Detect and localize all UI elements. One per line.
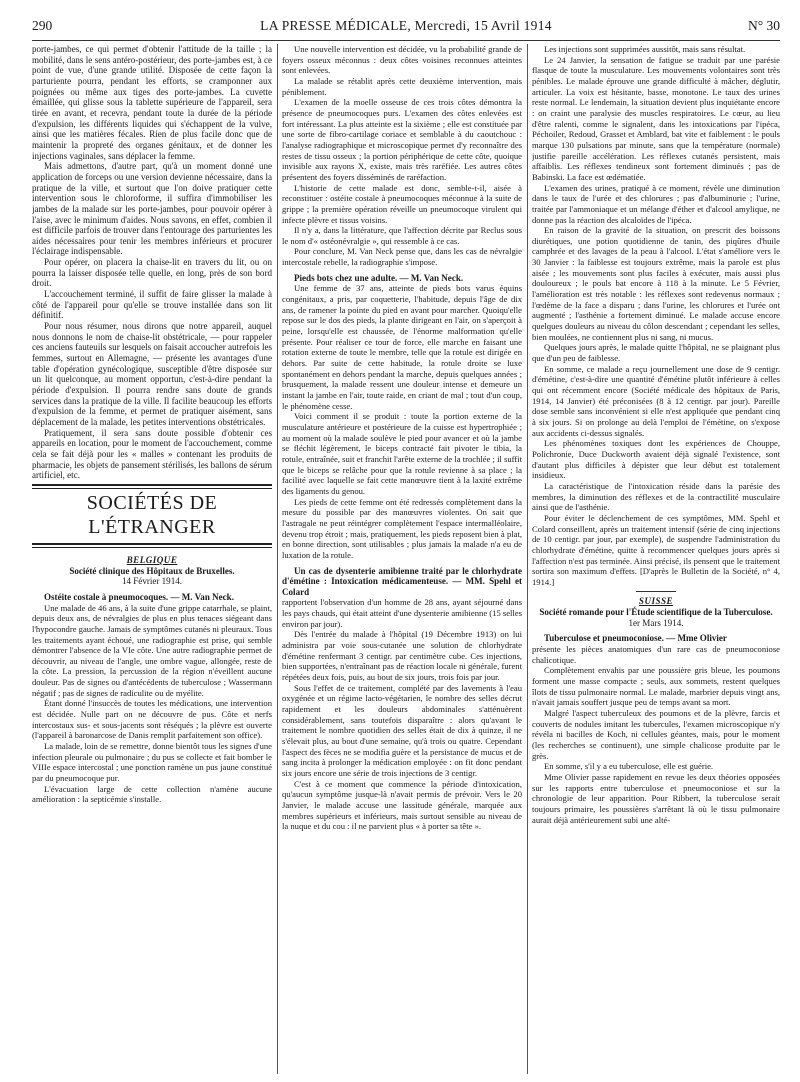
paragraph: Une malade de 46 ans, à la suite d'une grippe catarrhale, se plaint, depuis deux ans, de névralgies de plus en plus tenaces siégeant dans l'hypocondre gauche. Jamais de symptômes cutanés ni pleuraux. Tous les traitements ayant échoué, une radiographie est prise, qui semble démontrer l'absence de la VIe côte. Une autre radiographie permet de découvrir, au niveau de l'angle, une ombre vague, allongée, reste de la côte. La pression, la percussion de la région n'éveillent aucune douleur. Pas de signes ou d'antécédents de tuberculose ; Wassermann négatif ; pas de signes de radiculite ou de myélite.	[32, 602, 272, 698]
paragraph: Sous l'effet de ce traitement, complété par des lavements à l'eau oxygénée et un régime lacto-végétarien, le nombre des selles décrut rapidement et les douleurs abdominales s'atténuèrent considérablement, sans toutefois disparaître : alors qu'avant le traitement le nombre quotidien des selles était de dix à quinze, il ne s'élevait plus, au bout d'une semaine, qu'à trois ou quatre. Cependant l'aspect des fèces ne se modifia guère et la persistance de mucus et de sang incita à prolonger la médication employée : on fit donc pendant six jours encore une série de trois injections de 3 centigr.	[282, 682, 522, 778]
article-title: Ostéite costale à pneumocoques. — M. Van Neck.	[44, 591, 234, 602]
journal-title: LA PRESSE MÉDICALE, Mercredi, 15 Avril 1914	[260, 18, 552, 33]
paragraph: Une nouvelle intervention est décidée, vu la probabilité grande de foyers osseux méconnus : deux côtes voisines reconnues atteintes sont enlevées.	[282, 44, 522, 76]
section-rule	[32, 484, 272, 489]
paragraph: Pour nous résumer, nous dirons que notre appareil, auquel nous donnons le nom de chaise-lit obstétricale, — pour rappeler ces anciens fauteuils sur lesquels on faisait accoucher autrefois les femmes, surtout en Allemagne, — présente les avantages d'une table d'opération gynécologique, susceptible d'être disposée sur un lit quelconque, au moment opportun, c'est-à-dire pendant la période d'expulsion. Il pourra rendre sans doute de grands services dans la pratique de la ville. Il facilite beaucoup les efforts d'expulsion de la femme, et permet de pratiquer aisément, sans déplacement de la malade, les petites interventions obstétricales.	[32, 321, 272, 427]
article-title: Un cas de dysenterie amibienne traité par le chlorhydrate d'émétine : Intoxication médicamenteuse. — MM. Spehl et Colard	[282, 565, 522, 597]
article-title: Tuberculose et pneumoconiose. — Mme Olivier	[544, 633, 727, 644]
paragraph: Étant donné l'insuccès de toutes les médications, une intervention est décidée. Nulle part on ne découvre de pus. Côte et nerfs intercostaux sus- et sous-jacents sont réséqués ; la plèvre est ouverte (l'appareil à baronarcose de Danis remplit parfaitement son office).	[32, 698, 272, 741]
column-divider-1	[277, 44, 278, 1074]
paragraph: Les injections sont supprimées aussitôt, mais sans résultat.	[544, 44, 746, 54]
paragraph: Quelques jours après, le malade quitte l'hôpital, ne se plaignant plus que d'un peu de faiblesse.	[532, 342, 780, 364]
paragraph: Pour conclure, M. Van Neck pense que, dans les cas de névralgie intercostale rebelle, la radiographie s'impose.	[282, 246, 522, 268]
article-title: Pieds bots chez une adulte. — M. Van Neck.	[294, 272, 464, 283]
paragraph: Les pieds de cette femme ont été redressés complètement dans la mesure du possible par des manœuvres violentes. On sait que l'astragale ne peut réintégrer complètement l'espace intermalléolaire, devenu trop étroit ; mais, pratiquement, les pieds reposent bien à plat, en bonne direction, sont utilisables ; plus jamais la malade n'a eu de luxation de la rotule.	[282, 496, 522, 560]
issue-number: N° 30	[747, 18, 780, 33]
paragraph: Voici comment il se produit : toute la portion externe de la musculature antérieure et postérieure de la cuisse est hypertrophiée ; au moment où la malade soulève le pied pour avancer et où la jambe se fléchit légèrement, le biceps contracté fait pivoter le tibia, la rotule, entraînée, suit et franchit l'arête externe de la trochlée ; il suffit que le biceps se relâche pour que la rotule revienne à sa place ; la facilité avec laquelle se fait cette manœuvre tient à la laxité extrême des ligaments du genou.	[282, 411, 522, 496]
paragraph: L'historie de cette malade est donc, semble-t-il, aisée à reconstituer : ostéite costale à pneumocoques méconnue à la suite de grippe ; la première opération réveille un pneumocoque virulent qui infecte plèvre et tissus voisins.	[282, 182, 522, 225]
paragraph: En somme, s'il y a eu tuberculose, elle est guérie.	[544, 761, 714, 772]
paragraph: L'évacuation large de cette collection n'amène aucune amélioration : la septicémie s'installe.	[32, 783, 272, 805]
page-number: 290	[32, 18, 53, 33]
paragraph: Il n'y a, dans la littérature, que l'affection décrite par Reclus sous le nom d'« ostéonévralgie », qui ressemble à ce cas.	[282, 225, 522, 246]
column-3	[532, 44, 780, 1074]
column-divider-2	[527, 44, 528, 1074]
paragraph: La malade, loin de se remettre, donne bientôt tous les signes d'une infection pleurale ou pulmonaire ; du pus se collecte et fait bomber le VIIIe espace intercostal ; une ponction ramène un pus jaune constitué par du pneumocoque pur.	[32, 741, 272, 784]
paragraph: présente les pièces anatomiques d'un rare cas de pneumoconiose chalicotique.	[532, 644, 780, 665]
paragraph: L'examen des urines, pratiqué à ce moment, révèle une diminution dans le taux de l'urée et des chlorures ; pas d'albuminurie ; l'urine, traitée par l'ammoniaque et un mélange d'éther et d'alcool amylique, ne donne pas la réaction des alcaloïdes de l'ipéca.	[532, 182, 780, 225]
separator-rule	[636, 591, 676, 592]
page-header	[32, 18, 780, 38]
paragraph: Mais admettons, d'autre part, qu'à un moment donné une application de forceps ou une version devienne nécessaire, dans la pratique de la ville, et surtout que l'on doive pratiquer cette intervention sous le chloroforme, il suffira d'immobiliser les jambes de la malade sur les porte-jambes, pour pouvoir opérer à l'aise, avec le minimum d'aides. Nous savons, en effet, combien il est difficile parfois de trouver dans l'entourage des parturientes les aides nécessaires pour tenir les membres inférieurs et procurer l'éclairage indispensable.	[32, 161, 272, 257]
header-rule	[32, 40, 780, 41]
paragraph: Mme Olivier passe rapidement en revue les deux théories opposées sur les rapports entre tuberculose et pneumoconiose et sur la chronologie de leur apparition. Pour Ribbert, la tuberculose serait toujours primaire, les poussières s'arrêtant là où le tissu pulmonaire aurait déjà antérieurement subi une alté-	[532, 771, 780, 825]
column-2	[282, 44, 522, 1074]
column-1	[32, 44, 272, 1074]
paragraph: Malgré l'aspect tuberculeux des poumons et de la plèvre, farcis et couverts de nodules imitant les tubercules, l'examen microscopique n'y révéla ni bacilles de Koch, ni cellules géantes, mais, pour le moment (les recherches se continuent), une simple chalicose produite par le grès.	[532, 708, 780, 761]
paragraph: Pour éviter le déclenchement de ces symptômes, MM. Spehl et Colard conseillent, après un traitement intensif (série de cinq injections de 10 centigr. par jour, par exemple), de suspendre l'administration du chlorhydrate d'émétine, quitte à recommencer quelques jours après si l'affection n'est pas terminée. Ainsi précisé, ils pensent que le traitement sortira son maximum d'effets. [D'après le Bulletin de la Société, n° 4, 1914.]	[532, 512, 780, 587]
paragraph: rapportent l'observation d'un homme de 28 ans, ayant séjourné dans les pays chauds, qui était atteint d'une dysenterie amibienne (15 selles environ par jour).	[282, 597, 522, 629]
paragraph: Le 24 Janvier, la sensation de fatigue se traduit par une parésie flasque de toute la musculature. Les mouvements volontaires sont très pénibles. Le malade éprouve une grande difficulté à mâcher, déglutir, articuler. La voix est hésitante, basse, monotone. Le taux des urines reste normal. Le lendemain, la situation devient plus inquiétante encore : on craint une paralysie des muscles respiratoires. Le cœur, au lieu d'être ralenti, comme le signalent, dans les intoxications par l'ipéca, Péchoiler, Redoud, Grasset et Amblard, bat vite et faiblement : le pouls marque 130 pulsations par minute, sans que la température (normale) justifie pareille accélération. Les réflexes cutanés persistent, mais affaiblis. Les réflexes tendineux sont fortement diminués ; pas de Babinski. La face est œdématiée.	[532, 54, 780, 182]
paragraph: C'est à ce moment que commence la période d'intoxication, qu'aucun symptôme jusque-là n'avait permis de prévoir. Vers le 20 Janvier, le malade accuse une lassitude générale, marquée aux membres supérieurs et inférieurs, mais surtout sensible au niveau de la nuque et du cou : il ne parvient plus « à porter sa tête ».	[282, 778, 522, 832]
paragraph: En raison de la gravité de la situation, on prescrit des boissons diurétiques, une potion quotidienne de tanin, des piqûres d'huile camphrée et des lavages de la peau à l'alcool. L'état s'améliore vers le 30 Janvier : la faiblesse est toujours extrême, mais la parole est plus aisée ; les mouvements sont plus faciles à exécuter, mais aussi plus douloureux ; le pouls bat encore à 118 à la minute. Le 5 Février, l'amélioration est très notable : les réflexes sont redevenus normaux ; l'œdème de la face a disparu ; dans l'urine, les chlorures et l'urée ont augmenté ; l'asthénie a fortement diminué. Le malade accuse encore quelques douleurs au niveau du côlon descendant ; cependant les selles, bien moulées, ne contiennent plus ni sang, ni mucus.	[532, 225, 780, 342]
paragraph: La caractéristique de l'intoxication réside dans la parésie des membres, la diminution des réflexes et de la contractilité musculaire ainsi que de l'asthénie.	[532, 480, 780, 513]
country-heading: BELGIQUE	[126, 554, 178, 565]
session-date: 14 Février 1914.	[121, 576, 183, 587]
section-title: SOCIÉTÉS DE L'ÉTRANGER	[86, 491, 218, 538]
paragraph: Complètement envahis par une poussière gris bleue, les poumons forment une masse compacte ; seuls, aux sommets, restent quelques îlots de tissu pulmonaire normal. Le malade, marbrier depuis vingt ans, n'avait jamais souffert jusque peu de temps avant sa mort.	[532, 665, 780, 708]
paragraph: En somme, ce malade a reçu journellement une dose de 9 centigr. d'émétine, c'est-à-dire une quantité d'émétine plutôt inférieure à celles qui ont récemment encore (Société médicale des hôpitaux de Paris, 1914, 14 Janvier) été préconisées (8 à 12 centigr. par jour). Pareille dose semble sans inconvénient si elle n'est appliquée que pendant cinq à six jours. Si on prolonge au delà l'emploi de l'émétine, on s'expose aux accidents ci-dessus signalés.	[532, 363, 780, 438]
country-heading: SUISSE	[638, 596, 674, 607]
society-name: Société romande pour l'Étude scientifique de la Tuberculose.	[539, 607, 773, 618]
paragraph: L'examen de la moelle osseuse de ces trois côtes démontra la présence de pneumocoques purs. L'examen des côtes enlevées est fort intéressant. La plus atteinte est la sixième ; elle est constituée par une sorte de fibro-cartilage coriace et semblable à du caoutchouc : l'analyse radiographique et microscopique permet d'y reconnaître des restes de tissu osseux ; la portion périphérique de cette côte, quoique invisible aux rayons X, existe, mais très raréfiée. Les autres côtes présentent des foyers disséminés de raréfaction.	[282, 97, 522, 182]
paragraph: porte-jambes, ce qui permet d'obtenir l'attitude de la taille ; la mobilité, dans le sens antéro-postérieur, des porte-jambes est, à ce point de vue, d'une grande utilité. Disposée de cette façon la parturiente pourra, pendant les efforts, se cramponner aux poignées ou même aux tiges des porte-jambes. La cuvette émaillée, qui glisse sous la tablette supérieure de l'appareil, sera tirée en avant, et recevra, pendant toute la durée de la période d'expulsion, les différents liquides qui s'échappent de la vulve, ainsi que les matières fécales. Rien de plus facile donc que de maintenir la propreté des organes génitaux, et de donner les injections vaginales, sans déplacer la femme.	[32, 44, 272, 161]
paragraph: L'accouchement terminé, il suffit de faire glisser la malade à côté de l'appareil pour qu'elle se trouve installée dans son lit définitif.	[32, 289, 272, 321]
section-rule	[32, 543, 272, 548]
paragraph: Pratiquement, il sera sans doute possible d'obtenir ces appareils en location, pour le moment de l'accouchement, comme cela se fait déjà pour les « malles » contenant les produits de pharmacie, les objets de pansement stérilisés, les ballons de sérum artificiel, etc.	[32, 427, 272, 481]
paragraph: Les phénomènes toxiques dont les expériences de Chouppe, Polichronie, Duce Duckworth avaient déjà signalé l'existence, sont d'autant plus difficiles à dépister que leur début est totalement insidieux.	[532, 438, 780, 481]
paragraph: La malade se rétablit après cette deuxième intervention, mais péniblement.	[282, 75, 522, 97]
society-name: Société clinique des Hôpitaux de Bruxelles.	[69, 565, 235, 576]
paragraph: Pour opérer, on placera la chaise-lit en travers du lit, ou on pourra la laisser disposée telle quelle, en long, près de son bord droit.	[32, 257, 272, 289]
paragraph: Une femme de 37 ans, atteinte de pieds bots varus équins congénitaux, a pris, par coquetterie, l'habitude, depuis l'âge de dix ans, de ramener la pointe du pied en avant pour marcher. Quoiqu'elle repose sur le dos des pieds, la plante dirigeant en l'air, on s'aperçoit à peine, lorsqu'elle est chaussée, de l'énorme malformation qu'elle présente. Pour réaliser ce tour de force, elle marche en faisant une rotation externe de toute le membre, telle que la rotule est dirigée en dehors. Par suite de cette habitude, la rotule droite se luxe spontanément en dehors pendant la marche, depuis quelques années ; brusquement, la malade ressent une douleur intense et demeure un instant la jambe en l'air, toute raide, en criant de mal ; tout d'un coup, le phénomène cesse.	[282, 283, 522, 411]
paragraph: Dès l'entrée du malade à l'hôpital (19 Décembre 1913) on lui administra par voie sous-cutanée une solution de chlorhydrate d'émétine renfermant 3 centigr. par centimètre cube. Ces injections, bien supportées, n'entraînant pas de réaction locale ni générale, furent répétées deux fois, puis, au bout de six jours, trois fois par jour.	[282, 629, 522, 683]
session-date: 1er Mars 1914.	[628, 617, 684, 628]
